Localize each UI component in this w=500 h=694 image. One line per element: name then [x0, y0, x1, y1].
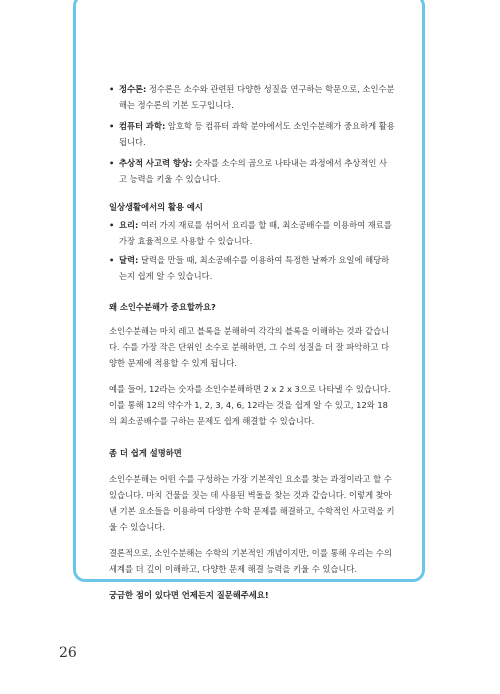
list-item [109, 217, 395, 249]
list-item [109, 118, 395, 150]
paragraph: 소인수분해는 마치 레고 블록을 분해하여 각각의 블록을 이해하는 것과 같습니다. 수를 가장 작은 단위인 소수로 분해하면, 그 수의 성질을 더 잘 파악하고 다양한 문제에 적용할 수 있게 됩니다. [109, 326, 390, 368]
list-item-term: 요리: [119, 220, 139, 230]
applications-list [109, 81, 395, 187]
list-item-text: 암호학 등 컴퓨터 과학 분야에서도 소인수분해가 중요하게 활용됩니다. [119, 121, 395, 147]
list-item [109, 252, 395, 284]
list-item-text: 숫자를 소수의 곱으로 나타내는 과정에서 추상적인 사고 능력을 키울 수 있습니다. [119, 158, 388, 184]
list-item [109, 155, 395, 187]
section-heading: 일상생활에서의 활용 예시 [109, 202, 203, 212]
page-number: 26 [59, 645, 77, 661]
list-item-text: 여러 가지 재료를 섞어서 요리를 할 때, 최소공배수를 이용하여 재료를 가장 효율적으로 사용할 수 있습니다. [119, 220, 392, 246]
paragraph: 예를 들어, 12라는 숫자를 소인수분해하면 2 x 2 x 3으로 나타낼 수 있습니다. 이를 통해 12의 약수가 1, 2, 3, 4, 6, 12라는 것을 쉽게 알 수 있고, 12와 18의 최소공배수를 구하는 문제도 쉽게 해결할 수 있습니다. [109, 384, 391, 426]
closing-line: 궁금한 점이 있다면 언제든지 질문해주세요! [109, 590, 269, 600]
list-item-term: 달력: [119, 255, 139, 265]
section-heading: 좀 더 쉽게 설명하면 [109, 448, 182, 458]
list-item-term: 정수론: [119, 84, 147, 94]
list-item-term: 컴퓨터 과학: [119, 121, 166, 131]
list-item-term: 추상적 사고력 향상: [119, 158, 193, 168]
list-item-text: 달력을 만들 때, 최소공배수를 이용하여 특정한 날짜가 요일에 해당하는지 쉽게 알 수 있습니다. [119, 255, 390, 281]
daily-examples-list [109, 217, 395, 284]
list-item-text: 정수론은 소수와 관련된 다양한 성질을 연구하는 학문으로, 소인수분해는 정수론의 기본 도구입니다. [119, 84, 395, 110]
page-content [109, 81, 395, 603]
list-item [109, 81, 395, 113]
paragraph: 소인수분해는 어떤 수를 구성하는 가장 기본적인 요소를 찾는 과정이라고 할 수 있습니다. 마치 건물을 짓는 데 사용된 벽돌을 찾는 것과 같습니다. 이렇게 찾아낸 기본 요소들을 이용하여 다양한 수학 문제를 해결하고, 수학적인 사고력을 키울 수 있습니다. [109, 474, 395, 532]
paragraph: 결론적으로, 소인수분해는 수학의 기본적인 개념이지만, 이를 통해 우리는 수의 세계를 더 깊이 이해하고, 다양한 문제 해결 능력을 키울 수 있습니다. [109, 548, 392, 574]
section-heading: 왜 소인수분해가 중요할까요? [109, 302, 216, 312]
